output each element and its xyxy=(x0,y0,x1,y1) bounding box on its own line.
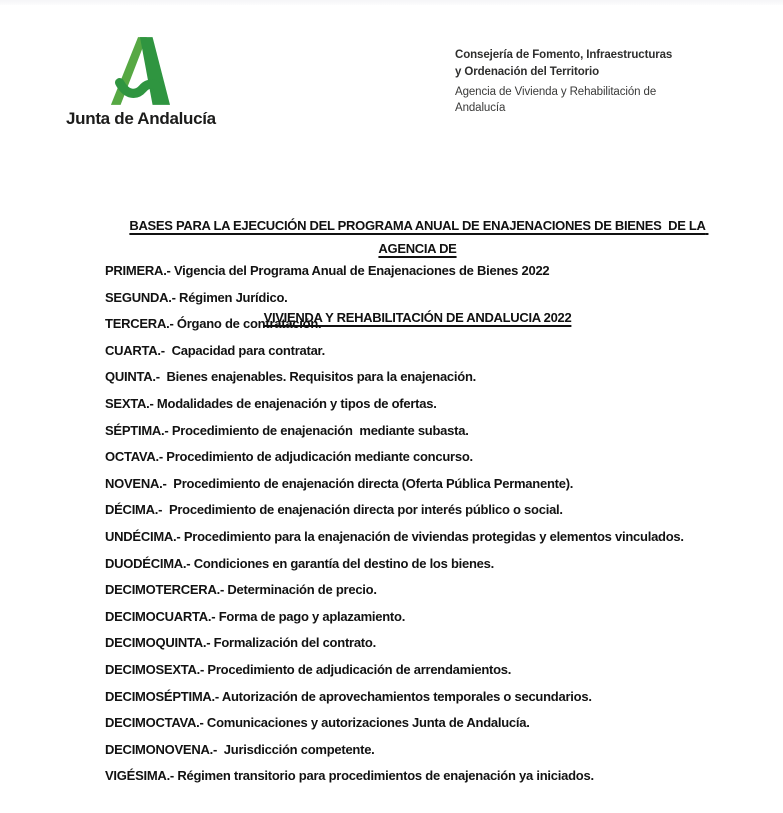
toc-item: PRIMERA.- Vigencia del Programa Anual de Enajenaciones de Bienes 2022 xyxy=(105,263,550,278)
document-title-line2: VIVIENDA Y REHABILITACIÓN DE ANDALUCIA 2022 xyxy=(263,310,572,325)
department-name-line1: Consejería de Fomento, Infraestructuras xyxy=(455,49,673,61)
document-title-line1: BASES PARA LA EJECUCIÓN DEL PROGRAMA ANUAL DE ENAJENACIONES DE BIENES DE LA AGENCIA DE xyxy=(129,218,709,256)
toc-item: DECIMOTERCERA.- Determinación de precio. xyxy=(105,582,377,598)
toc-item: QUINTA.- Bienes enajenables. Requisitos para la enajenación. xyxy=(105,369,477,385)
page-top-edge xyxy=(0,0,783,5)
toc-item: UNDÉCIMA.- Procedimiento para la enajenación de viviendas protegidas y elementos vinculados. xyxy=(105,528,684,544)
toc-item: DECIMOCTAVA.- Comunicaciones y autorizaciones Junta de Andalucía. xyxy=(105,715,530,731)
toc-item: SÉPTIMA.- Procedimiento de enajenación mediante subasta. xyxy=(105,422,469,438)
toc-item: DECIMONOVENA.- Jurisdicción competente. xyxy=(105,741,375,757)
toc-item: DÉCIMA.- Procedimiento de enajenación directa por interés público o social. xyxy=(105,502,563,518)
toc-item: TERCERA.- Órgano de contratación. xyxy=(105,316,322,332)
brand-name: Junta de Andalucía xyxy=(66,109,216,128)
toc-item: DECIMOQUINTA.- Formalización del contrato. xyxy=(105,635,376,651)
department-name-line2: y Ordenación del Territorio xyxy=(455,65,600,78)
toc-item: DECIMOCUARTA.- Forma de pago y aplazamiento. xyxy=(105,608,406,624)
junta-andalucia-logo xyxy=(66,36,216,129)
junta-andalucia-a-icon xyxy=(108,36,170,106)
toc-item: CUARTA.- Capacidad para contratar. xyxy=(105,342,326,358)
toc-item: OCTAVA.- Procedimiento de adjudicación mediante concurso. xyxy=(105,449,473,465)
toc-item: DUODÉCIMA.- Condiciones en garantía del destino de los bienes. xyxy=(105,555,495,571)
toc-item: SEXTA.- Modalidades de enajenación y tipos de ofertas. xyxy=(105,395,437,411)
toc-item: VIGÉSIMA.- Régimen transitorio para procedimientos de enajenación ya iniciados. xyxy=(105,768,594,784)
toc-item: DECIMOSEXTA.- Procedimiento de adjudicación de arrendamientos. xyxy=(105,661,512,677)
clause-index xyxy=(105,264,758,796)
toc-item: SEGUNDA.- Régimen Jurídico. xyxy=(105,289,288,305)
agency-name-line1: Agencia de Vivienda y Rehabilitación de xyxy=(455,86,657,98)
org-header xyxy=(455,47,745,116)
toc-item: NOVENA.- Procedimiento de enajenación directa (Oferta Pública Permanente). xyxy=(105,475,574,491)
toc-item: DECIMOSÉPTIMA.- Autorización de aprovechamientos temporales o secundarios. xyxy=(105,688,592,704)
agency-name-line2: Andalucía xyxy=(455,102,506,114)
